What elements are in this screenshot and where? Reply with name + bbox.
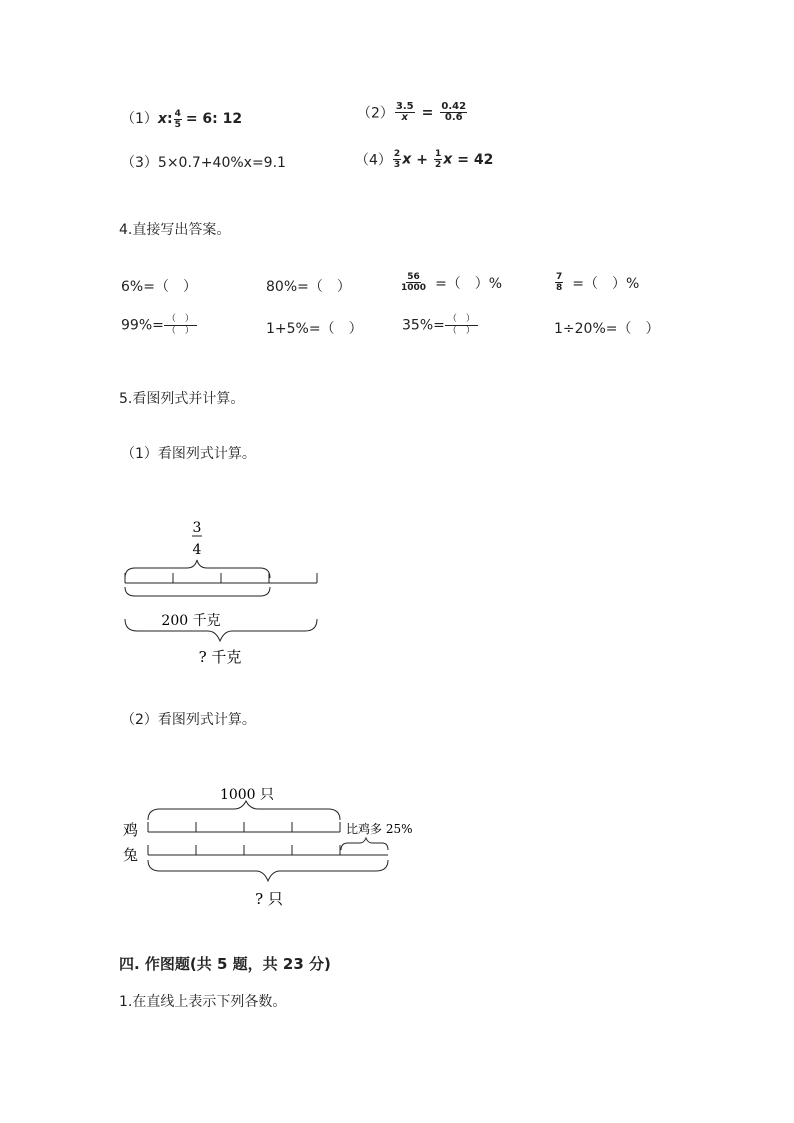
diagram-1-bottom-brace <box>125 619 317 641</box>
equation-4-label: （4） <box>355 152 392 169</box>
equation-4-x2: x <box>443 151 453 168</box>
diagram-2 <box>110 780 430 915</box>
equation-2-fraction-right: $\frac{0.42}{0.6}$ <box>441 101 467 123</box>
diagram-2-row-label-rabbit: 兔 <box>123 846 139 864</box>
question-4-title: 4.直接写出答案。 <box>119 222 231 238</box>
equation-2-fraction-left: $\frac{3.5}{x}$ <box>395 101 414 123</box>
q4-item-56-rest: =（ ）% <box>435 275 503 292</box>
diagram-1-top-brace <box>125 560 270 578</box>
equation-2-equals: = <box>421 104 434 121</box>
diagram-1-frac-num: 3 <box>192 520 202 536</box>
section-4-question-1: 1.在直线上表示下列各数。 <box>119 994 287 1010</box>
equation-2-label: （2） <box>357 105 394 122</box>
diagram-2-bottom-label: ? 只 <box>255 890 283 908</box>
equation-1-rest: = 6: 12 <box>185 111 243 127</box>
diagram-2-top-brace <box>148 801 340 820</box>
equation-4-x1: x <box>402 151 412 168</box>
q5-sub-2: （2）看图列式计算。 <box>121 712 256 728</box>
q4-item-1-div-20pct: 1÷20%=（ ） <box>554 321 660 337</box>
q4-fraction-7-8: $\frac{7}{8}$ <box>556 272 563 293</box>
q4-item-6pct: 6%=（ ） <box>121 279 197 295</box>
diagram-1 <box>110 512 340 672</box>
q4-item-7-over-8 <box>554 272 639 293</box>
diagram-1-bottom-label: ? 千克 <box>198 648 242 666</box>
q4-item-80pct: 80%=（ ） <box>266 279 351 295</box>
diagram-2-row-label-chicken: 鸡 <box>123 821 139 839</box>
equation-1-colon: : <box>166 111 173 127</box>
q4-item-35pct <box>402 314 478 337</box>
equation-1-var: x <box>157 111 167 127</box>
question-5-title: 5.看图列式并计算。 <box>119 391 245 407</box>
q4-fraction-56-1000: $\frac{56}{1000}$ <box>401 272 427 293</box>
q4-item-7-rest: =（ ）% <box>572 275 640 292</box>
equation-1 <box>121 108 242 130</box>
equation-4-fraction-1: $\frac{2}{3}$ <box>393 149 401 170</box>
diagram-2-extra-brace <box>341 838 388 850</box>
diagram-2-top-label: 1000 只 <box>219 787 275 803</box>
q4-blank-fraction-35: $\frac{( )}{( )}$ <box>445 314 478 337</box>
equation-1-label: （1） <box>121 111 158 127</box>
diagram-2-side-label: 比鸡多 25% <box>346 822 413 836</box>
q4-blank-fraction-99: $\frac{( )}{( )}$ <box>164 314 197 337</box>
equation-2 <box>357 102 468 123</box>
equation-4 <box>355 149 493 170</box>
q4-item-56-over-1000 <box>400 272 502 293</box>
equation-4-plus: + <box>416 151 428 168</box>
equation-1-fraction: $\frac{4}{5}$ <box>174 108 181 130</box>
equation-3: （3）5×0.7+40%x=9.1 <box>121 155 286 171</box>
q5-sub-1: （1）看图列式计算。 <box>121 446 256 462</box>
q4-item-1-plus-5pct: 1+5%=（ ） <box>266 321 363 337</box>
diagram-2-bottom-brace <box>148 860 388 881</box>
q4-item-99-pre: 99%= <box>121 317 164 334</box>
diagram-1-mid-brace <box>125 587 270 596</box>
q4-item-35-pre: 35%= <box>402 317 445 334</box>
diagram-1-mid-label: 200 千克 <box>161 613 221 629</box>
q4-item-99pct <box>121 314 197 337</box>
diagram-1-frac-den: 4 <box>192 542 202 558</box>
section-4-title: 四. 作图题(共 5 题，共 23 分) <box>119 955 331 973</box>
equation-4-fraction-2: $\frac{1}{2}$ <box>434 149 442 170</box>
equation-4-rest: = 42 <box>457 151 494 168</box>
